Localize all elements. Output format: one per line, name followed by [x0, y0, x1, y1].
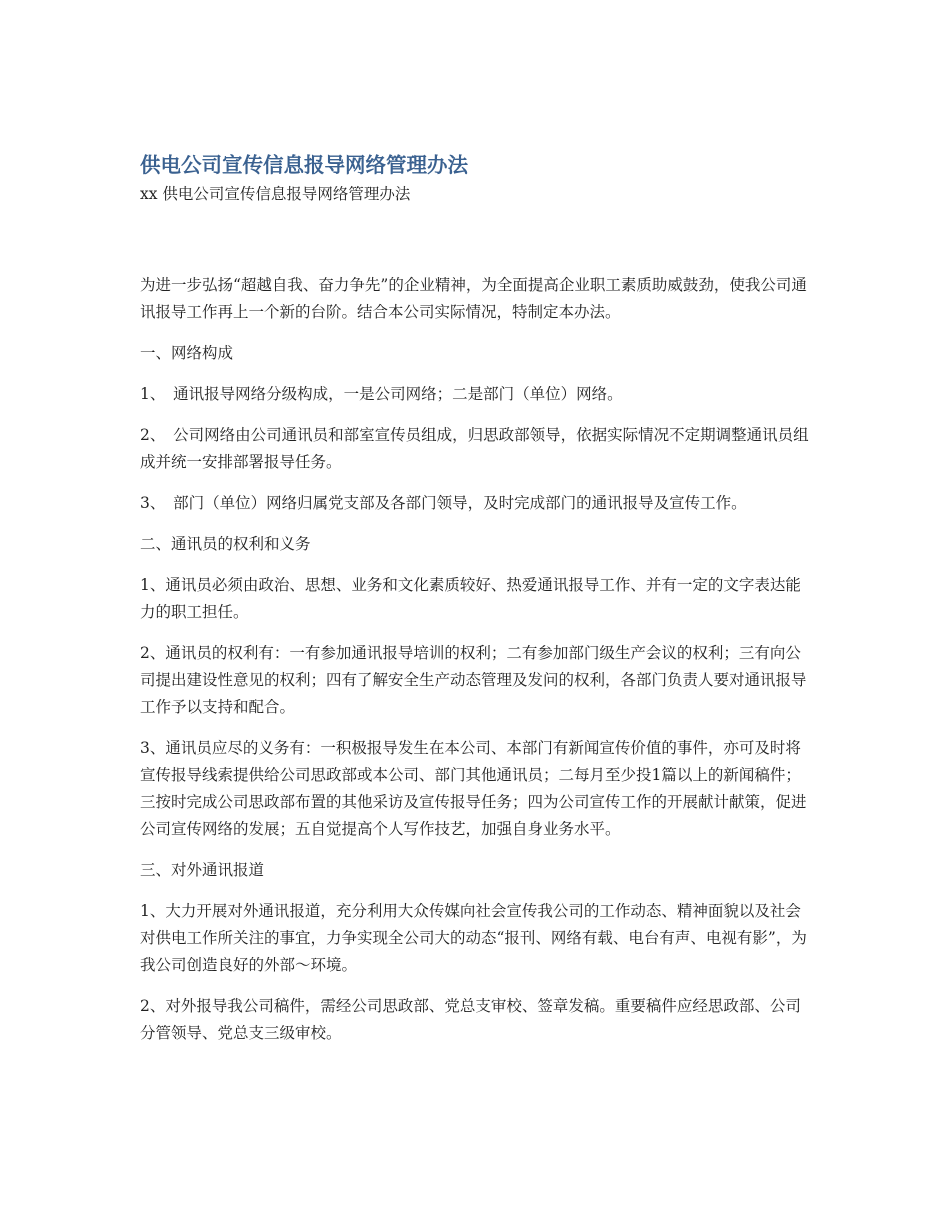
document-body — [140, 272, 810, 1047]
section-heading-rights: 二、通讯员的权利和义务 — [140, 535, 311, 553]
paragraph-network-2: 2、 公司网络由公司通讯员和部室宣传员组成，归思政部领导，依据实际情况不定期调整通讯员组成并统一安排部署报导任务。 — [140, 426, 809, 471]
paragraph-external-1: 1、大力开展对外通讯报道，充分利用大众传媒向社会宣传我公司的工作动态、精神面貌以及社会对供电工作所关注的事宜，力争实现全公司大的动态“报刊、网络有载、电台有声、电视有影”，为我公司创造良好的外部～环境。 — [140, 902, 807, 974]
section-heading-external: 三、对外通讯报道 — [140, 861, 265, 879]
paragraph-external-2: 2、对外报导我公司稿件，需经公司思政部、党总支审校、签章发稿。重要稿件应经思政部、公司分管领导、党总支三级审校。 — [140, 997, 801, 1042]
paragraph-rights-1: 1、通讯员必须由政治、思想、业务和文化素质较好、热爱通讯报导工作、并有一定的文字表达能力的职工担任。 — [140, 576, 801, 621]
paragraph-rights-3: 3、通讯员应尽的义务有：一积极报导发生在本公司、本部门有新闻宣传价值的事件，亦可及时将宣传报导线索提供给公司思政部或本公司、部门其他通讯员；二每月至少投1篇以上的新闻稿件；三按时完成公司思政部布置的其他采访及宣传报导任务；四为公司宣传工作的开展献计献策，促进公司宣传网络的发展；五自觉提高个人写作技艺，加强自身业务水平。 — [140, 739, 807, 838]
document-title: 供电公司宣传信息报导网络管理办法 — [140, 153, 468, 177]
document-content — [140, 148, 810, 1061]
paragraph-rights-2: 2、通讯员的权利有：一有参加通讯报导培训的权利；二有参加部门级生产会议的权利；三有向公司提出建设性意见的权利；四有了解安全生产动态管理及发问的权利，各部门负责人要对通讯报导工作予以支持和配合。 — [140, 644, 807, 716]
paragraph-network-1: 1、 通讯报导网络分级构成，一是公司网络；二是部门（单位）网络。 — [140, 385, 623, 403]
intro-paragraph: 为进一步弘扬“超越自我、奋力争先”的企业精神，为全面提高企业职工素质助威鼓劲，使我公司通讯报导工作再上一个新的台阶。结合本公司实际情况，特制定本办法。 — [140, 276, 807, 321]
paragraph-network-3: 3、 部门（单位）网络归属党支部及各部门领导，及时完成部门的通讯报导及宣传工作。 — [140, 494, 747, 512]
section-heading-network: 一、网络构成 — [140, 344, 234, 362]
document-subtitle: xx 供电公司宣传信息报导网络管理办法 — [140, 185, 411, 203]
